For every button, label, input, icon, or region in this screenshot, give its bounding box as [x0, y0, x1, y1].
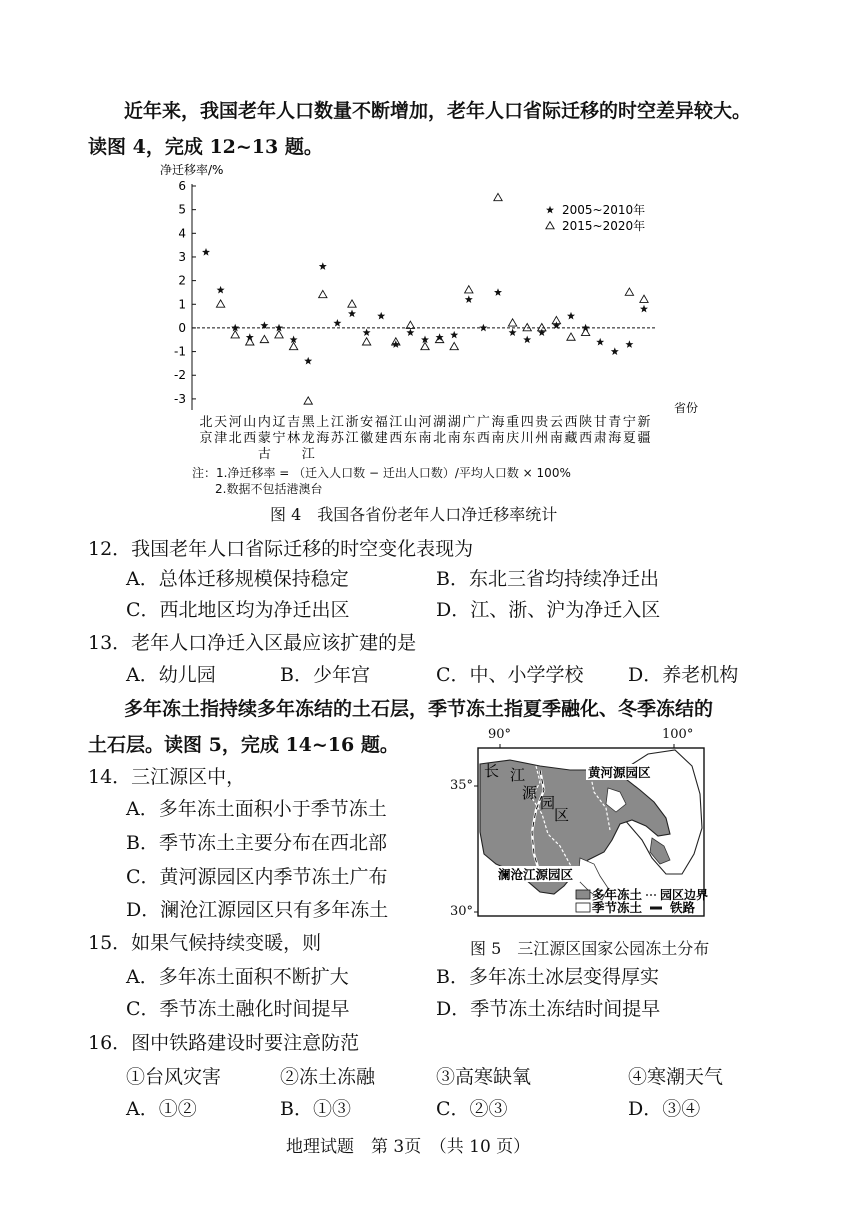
x-axis-label: 省份: [674, 401, 699, 415]
q14-option-d[interactable]: D．澜沧江源园区只有多年冻土: [126, 899, 389, 921]
y-tick-label: 0: [178, 320, 186, 335]
x-tick-label: 京: [199, 431, 213, 446]
x-tick-label: 江: [389, 415, 403, 430]
x-tick-label: 辽: [272, 415, 286, 430]
x-tick-label: 贵: [535, 415, 549, 430]
x-tick-label: 疆: [637, 431, 651, 446]
point-2015-2020: [231, 331, 239, 338]
x-tick-label: 古: [257, 447, 271, 462]
x-tick-label: 云: [549, 415, 563, 430]
x-tick-label: 上: [316, 415, 330, 430]
x-tick-label: 庆: [506, 431, 520, 446]
point-2005-2010: [304, 357, 312, 365]
point-2015-2020: [421, 342, 429, 349]
point-2005-2010: [202, 248, 210, 256]
x-tick-label: 津: [214, 431, 228, 446]
point-2015-2020: [465, 286, 473, 293]
label-changjiang-5: 区: [554, 806, 570, 824]
map-lat-30: 30°: [450, 904, 474, 919]
point-2005-2010: [611, 347, 619, 355]
point-2015-2020: [640, 295, 648, 302]
point-2015-2020: [362, 338, 370, 345]
y-tick-label: -3: [174, 391, 186, 406]
legend-triangle-marker: [546, 222, 554, 229]
q16-option-d[interactable]: D．③④: [628, 1098, 701, 1120]
q16-option-c[interactable]: C．②③: [436, 1098, 508, 1120]
point-2015-2020: [450, 342, 458, 349]
legend-permafrost: 多年冻土: [592, 887, 643, 902]
point-2005-2010: [625, 340, 633, 348]
x-tick-label: 海: [491, 415, 505, 430]
figure4-caption: 图 4 我国各省份老年人口净迁移率统计: [270, 505, 558, 524]
figure5-caption: 图 5 三江源区国家公园冻土分布: [470, 939, 710, 958]
map-lat-35: 35°: [450, 778, 474, 793]
q16-option-b[interactable]: B．①③: [280, 1098, 351, 1120]
x-tick-label: 西: [476, 431, 490, 446]
x-tick-label: 山: [243, 415, 257, 430]
q15-option-b[interactable]: B．多年冻土冰层变得厚实: [436, 966, 659, 988]
q16-item-1: ①台风灾害: [126, 1066, 222, 1088]
x-tick-label: 黑: [301, 415, 315, 430]
x-tick-label: 湖: [433, 415, 447, 430]
label-changjiang-2: 江: [510, 766, 526, 784]
label-changjiang-3: 源: [522, 784, 538, 802]
q15-option-c[interactable]: C．季节冻土融化时间提早: [126, 998, 350, 1020]
y-tick-label: -2: [174, 368, 186, 383]
point-2005-2010: [596, 338, 604, 346]
q13-stem: 13．老年人口净迁入区最应该扩建的是: [88, 632, 417, 654]
x-tick-label: 建: [374, 431, 388, 446]
x-tick-label: 福: [374, 415, 388, 430]
point-2015-2020: [216, 300, 224, 307]
q12-option-a[interactable]: A．总体迁移规模保持稳定: [126, 568, 349, 590]
map-lon-100: 100°: [662, 727, 694, 742]
x-tick-label: 重: [506, 415, 520, 430]
x-tick-label: 湖: [447, 415, 461, 430]
legend-2005-2010: 2005~2010年: [562, 203, 646, 217]
q14-option-c[interactable]: C．黄河源园区内季节冻土广布: [126, 866, 388, 888]
x-tick-label: 南: [491, 431, 505, 446]
q16-item-2: ②冻土冻融: [280, 1066, 376, 1088]
chart-note-1: 注：1.净迁移率 = （迁入人口数 − 迁出人口数）/平均人口数 × 100%: [192, 466, 571, 480]
point-2015-2020: [348, 300, 356, 307]
q14-stem: 14．三江源区中，: [88, 766, 246, 788]
point-2005-2010: [450, 331, 458, 339]
x-tick-label: 西: [579, 431, 593, 446]
x-tick-label: 河: [228, 415, 242, 430]
point-2015-2020: [625, 288, 633, 295]
point-2005-2010: [319, 262, 327, 270]
y-tick-label: 3: [178, 249, 186, 264]
map-lon-90: 90°: [488, 727, 512, 742]
point-2015-2020: [494, 193, 502, 200]
x-tick-label: 海: [316, 431, 330, 446]
x-tick-label: 海: [608, 431, 622, 446]
x-tick-label: 宁: [272, 431, 286, 446]
x-tick-label: 南: [549, 431, 563, 446]
legend-seasonal: 季节冻土: [592, 900, 643, 915]
y-tick-label: 1: [178, 297, 186, 312]
x-tick-label: 河: [418, 415, 432, 430]
x-tick-label: 南: [447, 431, 461, 446]
x-tick-label: 西: [243, 431, 257, 446]
point-2015-2020: [319, 290, 327, 297]
x-tick-label: 东: [462, 431, 476, 446]
x-tick-label: 安: [360, 415, 374, 430]
q12-option-c[interactable]: C．西北地区均为净迁出区: [126, 599, 350, 621]
point-2005-2010: [348, 310, 356, 318]
x-tick-label: 林: [287, 431, 301, 446]
legend-permafrost-swatch: [576, 890, 590, 899]
y-axis-label: 净迁移率/%: [160, 163, 224, 177]
x-tick-label: 北: [228, 431, 242, 446]
q15-stem: 15．如果气候持续变暖，则: [88, 932, 322, 954]
q16-item-3: ③高寒缺氧: [436, 1066, 532, 1088]
x-tick-label: 甘: [593, 415, 607, 430]
point-2005-2010: [217, 286, 225, 294]
x-tick-label: 藏: [564, 431, 578, 446]
x-tick-label: 宁: [622, 415, 636, 430]
point-2015-2020: [508, 319, 516, 326]
point-2005-2010: [567, 312, 575, 320]
point-2015-2020: [260, 335, 268, 342]
label-huanghe: 黄河源园区: [588, 765, 651, 780]
x-tick-label: 龙: [301, 431, 315, 446]
x-tick-label: 陕: [579, 415, 593, 430]
x-tick-label: 江: [330, 415, 344, 430]
x-tick-label: 北: [433, 431, 447, 446]
y-tick-label: 2: [178, 273, 186, 288]
x-tick-label: 川: [520, 431, 534, 446]
x-tick-label: 西: [389, 431, 403, 446]
x-tick-label: 山: [403, 415, 417, 430]
legend-2015-2020: 2015~2020年: [562, 219, 646, 233]
point-2005-2010: [465, 295, 473, 303]
x-tick-label: 浙: [345, 415, 359, 430]
page-footer: 地理试题 第 3页 （共 10 页）: [286, 1137, 531, 1157]
q16-stem: 16．图中铁路建设时要注意防范: [88, 1032, 360, 1054]
intro-text-line1: 近年来，我国老年人口数量不断增加，老年人口省际迁移的时空差异较大。: [124, 100, 752, 122]
q16-option-a[interactable]: A．①②: [126, 1098, 197, 1120]
x-tick-label: 青: [608, 415, 622, 430]
x-tick-label: 东: [403, 431, 417, 446]
point-2005-2010: [479, 324, 487, 332]
q14-option-b[interactable]: B．季节冻土主要分布在西北部: [126, 832, 387, 854]
legend-railway: 铁路: [670, 900, 696, 915]
intro-text-line2: 读图 4，完成 12~13 题。: [88, 136, 323, 158]
point-2005-2010: [377, 312, 385, 320]
legend-boundary: 园区边界: [660, 888, 709, 902]
x-tick-label: 内: [257, 415, 271, 430]
x-tick-label: 吉: [287, 415, 301, 430]
point-2005-2010: [538, 328, 546, 336]
sanjiangyuan-frozen-soil-map: [470, 742, 720, 922]
point-2005-2010: [392, 340, 400, 348]
point-2015-2020: [289, 342, 297, 349]
point-2015-2020: [275, 331, 283, 338]
x-tick-label: 南: [418, 431, 432, 446]
y-tick-label: -1: [174, 344, 186, 359]
point-2015-2020: [304, 397, 312, 404]
x-tick-label: 北: [199, 415, 213, 430]
q12-stem: 12．我国老年人口省际迁移的时空变化表现为: [88, 538, 474, 560]
chart-note-2: 2.数据不包括港澳台: [215, 482, 323, 496]
q13-option-c[interactable]: C．中、小学学校: [436, 664, 584, 686]
y-tick-label: 6: [178, 179, 186, 193]
point-2005-2010: [523, 336, 531, 344]
x-tick-label: 西: [564, 415, 578, 430]
intro2-text-line1: 多年冻土指持续多年冻结的土石层，季节冻土指夏季融化、冬季冻结的: [124, 698, 714, 720]
q12-option-b[interactable]: B．东北三省均持续净迁出: [436, 568, 659, 590]
x-tick-label: 江: [301, 447, 315, 462]
label-lancang: 澜沧江源园区: [498, 867, 574, 882]
legend-seasonal-swatch: [576, 903, 590, 912]
q16-item-4: ④寒潮天气: [628, 1066, 724, 1088]
q15-option-a[interactable]: A．多年冻土面积不断扩大: [126, 966, 349, 988]
point-2015-2020: [523, 324, 531, 331]
x-tick-label: 新: [637, 415, 651, 430]
label-changjiang-4: 园: [540, 794, 556, 812]
x-tick-label: 江: [345, 431, 359, 446]
x-tick-label: 四: [520, 415, 534, 430]
point-2015-2020: [406, 321, 414, 328]
point-2005-2010: [640, 305, 648, 313]
q13-option-a[interactable]: A．幼儿园: [126, 664, 216, 686]
point-2005-2010: [494, 288, 502, 296]
point-2005-2010: [363, 328, 371, 336]
y-tick-label: 5: [178, 202, 186, 217]
label-changjiang-1: 长: [484, 762, 500, 780]
x-tick-label: 广: [476, 415, 490, 430]
q12-option-d[interactable]: D．江、浙、沪为净迁入区: [436, 599, 661, 621]
q13-option-b[interactable]: B．少年宫: [280, 664, 370, 686]
point-2005-2010: [406, 328, 414, 336]
q14-option-a[interactable]: A．多年冻土面积小于季节冻土: [126, 798, 387, 820]
x-tick-label: 夏: [622, 431, 636, 446]
q13-option-d[interactable]: D．养老机构: [628, 664, 739, 686]
migration-rate-chart: [150, 160, 699, 470]
point-2005-2010: [333, 319, 341, 327]
intro2-text-line2: 土石层。读图 5，完成 14~16 题。: [88, 734, 399, 756]
x-tick-label: 州: [535, 431, 549, 446]
x-tick-label: 蒙: [257, 431, 271, 446]
q15-option-d[interactable]: D．季节冻土冻结时间提早: [436, 998, 661, 1020]
legend-star-marker: [546, 206, 554, 214]
point-2005-2010: [509, 328, 517, 336]
point-2015-2020: [567, 333, 575, 340]
x-tick-label: 苏: [330, 431, 344, 446]
x-tick-label: 肃: [593, 431, 607, 446]
x-tick-label: 徽: [360, 431, 374, 446]
y-tick-label: 4: [178, 226, 186, 241]
x-tick-label: 天: [214, 415, 228, 430]
x-tick-label: 广: [462, 415, 476, 430]
